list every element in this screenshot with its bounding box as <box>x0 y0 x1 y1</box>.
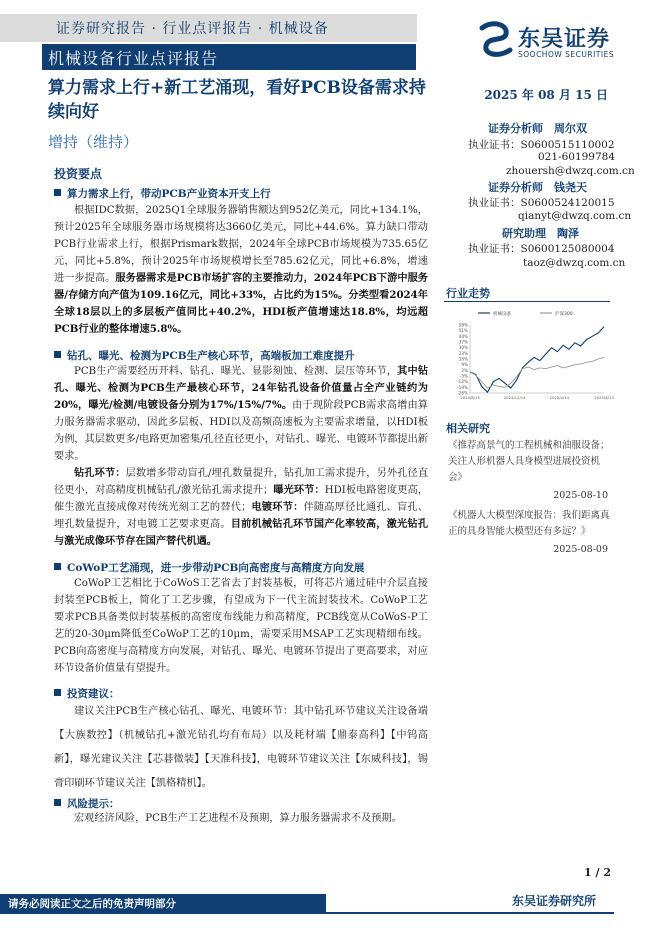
y-tick-label: -12% <box>457 379 468 385</box>
footer-rule <box>326 912 614 914</box>
report-type: 机械设备行业点评报告 <box>48 49 219 68</box>
related-title: 相关研究 <box>446 422 490 435</box>
divider <box>444 301 610 302</box>
y-tick-label: 2% <box>461 367 468 373</box>
analyst-role: 研究助理 陶泽 <box>502 227 579 240</box>
bullet-square-icon <box>54 351 61 358</box>
analyst-cert: 执业证书：S0600125080004 <box>468 243 615 255</box>
section-heading-3: CoWoP工艺涌现，进一步带动PCB向高密度与高精度方向发展 <box>54 560 364 575</box>
paragraph: 根据IDC数据，2025Q1全球服务器销售额达到952亿美元，同比+134.1%，预计2025年全球服务器市场规模将达3660亿美元，同比+44.6%。算力缺口带动PCB行业需求上行，根据Prismark数据，2024年全球PCB市场规模为735.65亿元，同比+5.8%，预计2025年市场规模增长至785.62亿元，同比+6.8%，增速进一步提高。服务器需求是PCB市场扩容的主要推动力，2024年PCB下游中服务器/存储方向产值为109.16亿元，同比+33%，占比约为15%。分类型看2024年全球18层以上的多层板产值同比+40.2%，HDI板产值增速达18.8%，均远超PCB行业的整体增速5.8%。 <box>54 205 428 335</box>
section-heading-1: 算力需求上行，带动PCB产业资本开支上行 <box>54 186 271 201</box>
y-tick-label: 30% <box>458 345 468 351</box>
breadcrumb: 证券研究报告 · 行业点评报告 · 机械设备 <box>56 21 329 37</box>
section-heading-5: 风险提示： <box>54 796 120 811</box>
paragraph: 建议关注PCB生产核心钻孔、曝光、电镀环节：其中钻孔环节建议关注设备端【大族数控】（机械钻孔+激光钻孔均有布局）以及耗材端【鼎泰高科】【中钨高新】，曝光建议关注【芯碁微装】【天准科技】，电镀环节建议关注【东威科技】，锡膏印刷环节建议关注【凯格精机】。 <box>54 706 428 789</box>
key-points-title: 投资要点 <box>54 167 103 181</box>
y-tick-label: 44% <box>458 333 468 339</box>
y-tick-label: -5% <box>459 373 468 379</box>
y-tick-label: -19% <box>457 384 468 390</box>
x-tick-label: 2024/8/15 <box>460 395 480 400</box>
analyst-cert: 执业证书：S0600515110002 <box>468 139 615 151</box>
paragraph: 钻孔环节：层数增多带动盲孔/埋孔数量提升，钻孔加工需求提升，另外孔径直径更小，对高精度机械钻孔/激光钻孔需求提升；曝光环节：HDI板电路密度更高，催生激光直接成像对传统光刻工艺的替代；电镀环节：伴随高厚径比通孔、盲孔、埋孔数量提升，对电镀工艺要求更高。目前机械钻孔环节国产化率较高，激光钻孔与激光成像环节存在国产替代机遇。 <box>54 467 429 547</box>
trend-title: 行业走势 <box>446 287 490 300</box>
x-tick-label: 2024/12/14 <box>503 395 526 400</box>
paragraph: 宏观经济风险，PCB生产工艺进程不及预期，算力服务器需求不及预期。 <box>74 813 402 824</box>
page-number: 1 / 2 <box>584 866 611 879</box>
logo-name: 东吴证券 <box>518 27 611 52</box>
logo-icon <box>478 20 514 60</box>
analyst-role: 证券分析师 钱尧天 <box>488 181 587 194</box>
paragraph: PCB生产需要经历开料、钻孔、曝光、显影刻蚀、检测、层压等环节，其中钻孔、曝光、检测为PCB生产最核心环节，24年钻孔设备价值量占全产业链约为20%，曝光/检测/电镀设备分别为17%/15%/7%。由于现阶段PCB需求高增由算力服务器需求驱动，因此多层板、HDI以及高频高速板为主要需求增量，以HDI板为例，其层数更多/电路更加密集/孔径直径更小，对钻孔、曝光、电镀环节都提出新要求。 <box>54 365 429 462</box>
related-report-date: 2025-08-09 <box>553 544 608 555</box>
x-tick-label: 2025/4/14 <box>549 395 570 400</box>
related-report-link[interactable]: 《推荐高景气的工程机械和油服设备；关注人形机器人具身模型进展投资机会》 <box>448 440 610 483</box>
bullet-square-icon <box>54 689 61 696</box>
section-heading-2: 钻孔、曝光、检测为PCB生产核心环节，高端板加工难度提升 <box>54 348 355 363</box>
related-report-link[interactable]: 《机器人大模型深度报告：我们距离真正的具身智能大模型还有多远？》 <box>448 510 610 537</box>
analyst-email[interactable]: qianyt@dwzq.com.cn <box>518 210 632 222</box>
bullet-square-icon <box>54 189 61 196</box>
y-tick-label: 23% <box>458 350 468 356</box>
disclaimer: 请务必阅读正文之后的免责声明部分 <box>8 898 176 910</box>
y-tick-label: 9% <box>461 362 468 368</box>
y-tick-label: -26% <box>457 390 468 396</box>
x-tick-label: 2025/8/13 <box>594 395 614 400</box>
related-report-date: 2025-08-10 <box>553 490 608 501</box>
institute-name: 东吴证券研究所 <box>512 894 597 908</box>
analyst-email[interactable]: taoz@dwzq.com.cn <box>523 257 626 269</box>
y-tick-label: 51% <box>458 328 468 334</box>
analyst-email[interactable]: zhouersh@dwzq.com.cn <box>506 165 635 177</box>
y-tick-label: 16% <box>458 356 468 362</box>
analyst-cert: 执业证书：S0600524120015 <box>468 197 615 209</box>
rating: 增持（维持） <box>48 133 139 151</box>
paragraph: CoWoP工艺相比于CoWoS工艺省去了封装基板，可将芯片通过硅中介层直接封装至PCB板上，简化了工艺步骤，有望成为下一代主流封装技术。CoWoP工艺要求PCB具备类似封装基板的高密度布线能力和高精度，PCB线宽从CoWoS-P工艺的20-30μm降低至CoWoP工艺的10μm，需要采用MSAP工艺实现精细布线。PCB向高密度与高精度方向发展，对钻孔、曝光、电镀环节提出了更高要求，对应环节设备价值量有望提升。 <box>54 578 428 674</box>
series-line <box>470 357 604 388</box>
y-tick-label: 58% <box>458 322 468 328</box>
trend-chart <box>444 305 614 405</box>
series-line <box>470 327 604 393</box>
y-tick-label: 37% <box>458 339 468 345</box>
analyst-phone: 021-60199784 <box>538 151 616 163</box>
analyst-role: 证券分析师 周尔双 <box>488 122 587 135</box>
report-date: 2025 年 08 月 15 日 <box>484 88 608 102</box>
bullet-square-icon <box>54 799 61 806</box>
legend-label: 沪深300 <box>555 311 573 317</box>
section-heading-4: 投资建议： <box>54 686 120 701</box>
bullet-square-icon <box>54 563 61 570</box>
page-title: 算力需求上行+新工艺涌现，看好PCB设备需求持续向好 <box>48 78 426 122</box>
legend-label: 机械设备 <box>493 311 511 317</box>
logo-english: SOOCHOW SECURITIES <box>518 50 615 59</box>
